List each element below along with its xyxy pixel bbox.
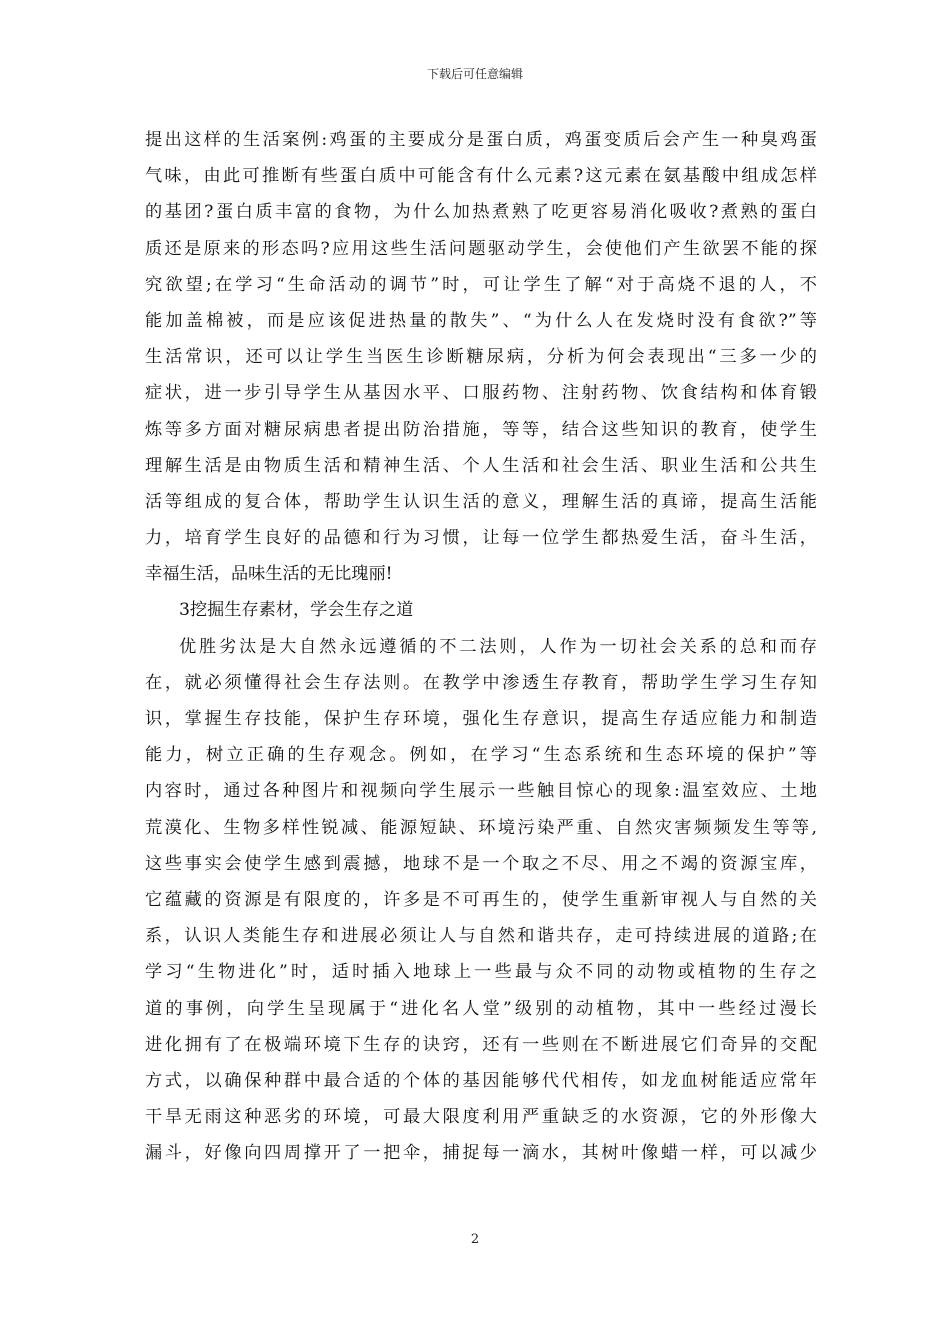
text-line: 幸福生活，品味生活的无比瑰丽!: [145, 564, 393, 585]
text-line: 在，就必须懂得社会生存法则。在教学中渗透生存教育，帮助学生学习生存知: [145, 672, 817, 693]
text-line: 炼等多方面对糖尿病患者提出防治措施，等等，结合这些知识的教育，使学生: [145, 419, 817, 440]
text-line: 优胜劣汰是大自然永远遵循的不二法则，人作为一切社会关系的总和而存: [179, 636, 817, 657]
text-line: 的基团?蛋白质丰富的食物，为什么加热煮熟了吃更容易消化吸收?煮熟的蛋白: [145, 202, 817, 223]
text-line: 荒漠化、生物多样性锐减、能源短缺、环境污染严重、自然灾害频频发生等等,: [145, 817, 817, 838]
text-line: 内容时，通过各种图片和视频向学生展示一些触目惊心的现象:温室效应、土地: [145, 781, 817, 802]
page-header: 下载后可任意编辑: [426, 67, 523, 81]
text-line: 道的事例，向学生呈现属于“进化名人堂”级别的动植物，其中一些经过漫长: [145, 998, 817, 1019]
text-line: 能加盖棉被，而是应该促进热量的散失”、“为什么人在发烧时没有食欲?”等: [145, 310, 817, 331]
section-heading: 3挖掘生存素材，学会生存之道: [179, 600, 414, 621]
text-line: 理解生活是由物质生活和精神生活、个人生活和社会生活、职业生活和公共生: [145, 455, 817, 476]
text-line: 它蕴藏的资源是有限度的，许多是不可再生的，使学生重新审视人与自然的关: [145, 889, 817, 910]
page-number: 2: [470, 1232, 480, 1247]
text-line: 学习“生物进化”时，适时插入地球上一些最与众不同的动物或植物的生存之: [145, 962, 817, 983]
text-line: 力，培育学生良好的品德和行为习惯，让每一位学生都热爱生活，奋斗生活，: [145, 528, 817, 549]
text-line: 能力，树立正确的生存观念。例如，在学习“生态系统和生态环境的保护”等: [145, 745, 817, 766]
text-line: 干旱无雨这种恶劣的环境，可最大限度利用严重缺乏的水资源，它的外形像大: [145, 1107, 817, 1128]
text-line: 进化拥有了在极端环境下生存的诀窍，还有一些则在不断进展它们奇异的交配: [145, 1034, 817, 1055]
text-line: 方式，以确保种群中最合适的个体的基因能够代代相传，如龙血树能适应常年: [145, 1070, 817, 1091]
text-line: 提出这样的生活案例:鸡蛋的主要成分是蛋白质，鸡蛋变质后会产生一种臭鸡蛋: [145, 130, 817, 150]
text-line: 生活常识，还可以让学生当医生诊断糖尿病，分析为何会表现出“三多一少的: [145, 347, 817, 368]
text-line: 究欲望;在学习“生命活动的调节”时，可让学生了解“对于高烧不退的人，不: [145, 274, 817, 295]
text-line: 这些事实会使学生感到震撼，地球不是一个取之不尽、用之不竭的资源宝库，: [145, 853, 817, 874]
text-line: 气味，由此可推断有些蛋白质中可能含有什么元素?这元素在氨基酸中组成怎样: [145, 166, 817, 187]
document-body: [145, 122, 817, 1171]
text-line: 漏斗，好像向四周撑开了一把伞，捕捉每一滴水，其树叶像蜡一样，可以减少: [145, 1143, 817, 1164]
text-line: 质还是原来的形态吗?应用这些生活问题驱动学生，会使他们产生欲罢不能的探: [145, 238, 817, 259]
text-line: 识，掌握生存技能，保护生存环境，强化生存意识，提高生存适应能力和制造: [145, 709, 817, 729]
text-line: 症状，进一步引导学生从基因水平、口服药物、注射药物、饮食结构和体育锻: [145, 383, 817, 404]
text-line: 系，认识人类能生存和进展必须让人与自然和谐共存，走可持续进展的道路;在: [145, 926, 817, 947]
text-line: 活等组成的复合体，帮助学生认识生活的意义，理解生活的真谛，提高生活能: [145, 491, 817, 512]
